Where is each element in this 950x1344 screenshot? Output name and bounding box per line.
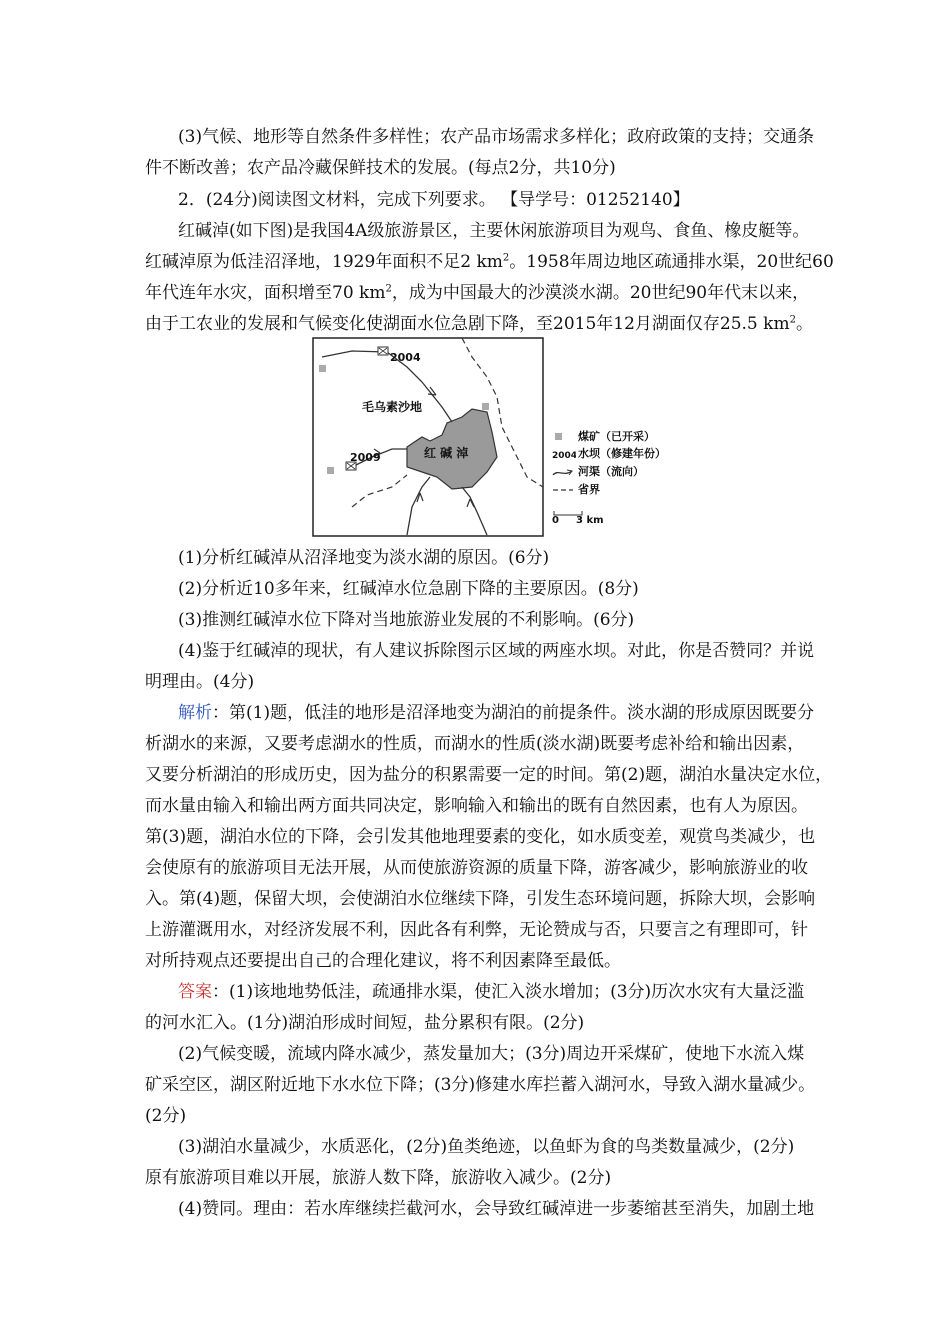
region-label: 毛乌素沙地 [362,400,423,414]
analysis-label: 解析 [178,703,212,723]
coal-icon [552,430,574,444]
answer-prev-line-1: (3)气候、地形等自然条件多样性；农产品市场需求多样化；政府政策的支持；交通条 [178,127,815,147]
map-frame [313,338,543,536]
answer-line-8: (4)赞同。理由：若水库继续拦截河水，会导致红碱淖进一步萎缩甚至消失，加剧土地 [178,1199,815,1219]
analysis-line-4: 而水量由输入和输出两方面共同决定，影响输入和输出的既有自然因素，也有人为原因。 [145,796,808,816]
answer-line-5: (2分) [145,1106,187,1126]
scale-zero: 0 [552,515,559,526]
analysis-line-8: 上游灌溉用水，对经济发展不利，因此各有利弊，无论赞成与否，只要言之有理即可，针 [145,920,808,940]
answer-label: 答案 [178,982,212,1002]
subquestion-4-line-2: 明理由。(4分) [145,672,255,692]
coal-mine-2 [482,403,489,410]
analysis-line-7: 入。第(4)题，保留大坝，会使湖泊水位继续下降，引发生态环境问题，拆除大坝，会影响 [145,889,816,909]
material-line-1: 红碱淖(如下图)是我国4A级旅游景区，主要休闲旅游项目为观鸟、食鱼、橡皮艇等。 [178,221,810,241]
subquestion-3: (3)推测红碱淖水位下降对当地旅游业发展的不利影响。(6分) [178,610,635,630]
dam-icon [552,447,574,461]
map-scale [552,507,612,527]
svg-text:2004: 2004 [552,451,576,461]
material-line-3: 年代连年水灾，面积增至70 $km^2$，成为中国最大的沙漠淡水湖。20世纪90年代末以来， [145,283,810,303]
answer-line-6: (3)湖泊水量减少，水质恶化，(2分)鱼类绝迹，以鱼虾为食的鸟类数量减少，(2分) [178,1137,795,1157]
dam-2004-label: 2004 [390,351,421,364]
subquestion-2: (2)分析近10多年来，红碱淖水位急剧下降的主要原因。(8分) [178,579,639,599]
coal-mine-1 [319,365,326,372]
answer-line-3: (2)气候变暖，流域内降水减少，蒸发量加大；(3分)周边开采煤矿，使地下水流入煤 [178,1044,805,1064]
analysis-line-6: 会使原有的旅游项目无法开展，从而使旅游资源的质量下降，游客减少，影响旅游业的收 [145,858,808,878]
border-icon [552,483,574,497]
river-icon [552,465,574,479]
answer-prev-line-2: 件不断改善；农产品冷藏保鲜技术的发展。(每点2分，共10分) [145,158,616,178]
subquestion-4-line-1: (4)鉴于红碱淖的现状，有人建议拆除图示区域的两座水坝。对此，你是否赞同？并说 [178,641,815,661]
material-line-4: 由于工农业的发展和气候变化使湖面水位急剧下降，至2015年12月湖面仅存25.5 $km^2$。 [145,314,813,334]
question-heading: 2．(24分)阅读图文材料，完成下列要求。 【导学号：01252140】 [178,190,690,210]
analysis-line-1: 解析：第(1)题，低洼的地形是沼泽地变为湖泊的前提条件。淡水湖的形成原因既要分 [178,703,815,723]
analysis-line-9: 对所持观点还要提出自己的合理化建议，将不利因素降至最低。 [145,951,621,971]
answer-line-4: 矿采空区，湖区附近地下水水位下降；(3分)修建水库拦蓄入湖河水，导致入湖水量减少。 [145,1075,816,1095]
answer-line-7: 原有旅游项目难以开展，旅游人数下降，旅游收入减少。(2分) [145,1168,612,1188]
map-legend: 煤矿（已开采） 2004 水坝（修建年份） 河渠（流向） 省界 [552,430,666,496]
coal-mine-3 [327,467,334,474]
answer-line-1: 答案：(1)该地地势低洼，疏通排水渠，使汇入淡水增加；(3分)历次水灾有大量泛滥 [178,982,805,1002]
lake-label: 红 碱 淖 [424,446,469,460]
analysis-line-2: 析湖水的来源，又要考虑湖水的性质，而湖水的性质(淡水湖)既要考虑补给和输出因素， [145,734,805,754]
dam-2009-label: 2009 [350,451,381,464]
analysis-line-3: 又要分析湖泊的形成历史，因为盐分的积累需要一定的时间。第(2)题，湖泊水量决定水位， [145,765,833,785]
scale-distance: 3 km [576,515,604,526]
analysis-line-5: 第(3)题，湖泊水位的下降，会引发其他地理要素的变化，如水质变差，观赏鸟类减少，也 [145,827,816,847]
subquestion-1: (1)分析红碱淖从沼泽地变为淡水湖的原因。(6分) [178,548,550,568]
material-line-2: 红碱淖原为低洼沼泽地，1929年面积不足2 $km^2$。1958年周边地区疏通排水渠，20世纪60 [145,252,834,272]
answer-line-2: 的河水汇入。(1分)湖泊形成时间短，盐分累积有限。(2分) [145,1013,585,1033]
